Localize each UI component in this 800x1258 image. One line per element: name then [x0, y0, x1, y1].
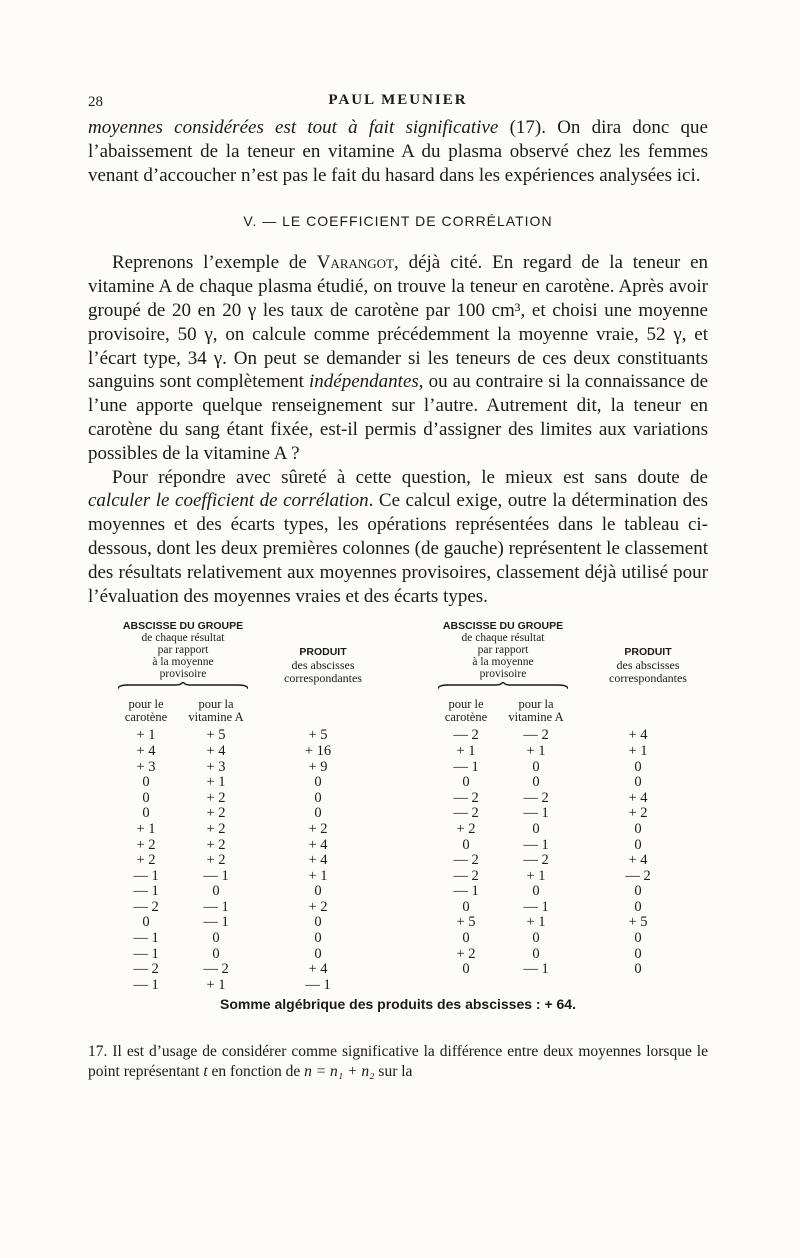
correlation-table: [88, 620, 708, 1020]
right-vitamine-column: [506, 728, 566, 978]
table-cell: 0: [314, 945, 322, 962]
table-cell: — 1: [523, 898, 549, 915]
group-header-line: par rapport: [157, 644, 209, 657]
table-cell: + 2: [308, 898, 328, 915]
sub-label: pour la: [198, 697, 234, 712]
sub-label: pour le: [128, 697, 164, 712]
table-cell: — 1: [133, 883, 159, 900]
table-cell: 0: [314, 774, 322, 791]
p3-b: . Ce calcul exige, outre la détermination des moyennes et des écarts types, les opérations représentées dans le tableau ci-dessous, dont les deux premières colonnes (de gauche) représentent le classement des résultats relativement aux moyennes provisoires, classement déjà utilisé pour l’évaluation des moyennes vraies et des écarts types.: [88, 490, 709, 607]
p2-italic: indépendantes: [309, 371, 419, 393]
table-cell: + 2: [206, 836, 226, 853]
table-cell: 0: [634, 820, 642, 837]
page-number: 28: [88, 94, 103, 110]
group-header-line: à la moyenne: [472, 656, 534, 669]
table-cell: — 1: [203, 914, 229, 931]
table-cell: — 2: [453, 852, 479, 869]
table-cell: + 1: [526, 867, 546, 884]
table-cell: — 2: [523, 727, 549, 744]
group-header-line: provisoire: [479, 668, 527, 681]
table-cell: + 1: [136, 727, 156, 744]
table-cell: + 4: [136, 742, 156, 759]
table-cell: + 9: [308, 758, 328, 775]
table-cell: + 1: [456, 742, 476, 759]
table-cell: 0: [532, 930, 540, 947]
table-cell: — 1: [133, 867, 159, 884]
footnote-text-b: en fonction de: [207, 1063, 305, 1081]
product-header-bold: PRODUIT: [299, 646, 347, 659]
table-cell: — 2: [453, 727, 479, 744]
table-cell: — 1: [453, 883, 479, 900]
table-cell: + 5: [206, 727, 226, 744]
table-cell: — 1: [305, 976, 331, 993]
paragraph-1: [88, 116, 708, 187]
table-cell: + 5: [628, 914, 648, 931]
left-brace: [118, 682, 248, 690]
table-cell: 0: [462, 774, 470, 791]
group-header-bold: ABSCISSE DU GROUPE: [442, 620, 564, 633]
table-cell: + 16: [304, 742, 332, 759]
table-cell: 0: [634, 961, 642, 978]
sub-label: pour la: [518, 697, 554, 712]
table-cell: — 2: [523, 852, 549, 869]
p3-a: Pour répondre avec sûreté à cette question, le mieux est sans doute de: [112, 466, 708, 488]
p2-a: Reprenons l’exemple de: [112, 252, 317, 274]
table-cell: — 2: [203, 961, 229, 978]
p1-rest: . On dira donc que l’abaissement de la teneur en vitamine A du plasma observé chez les femmes venant d’accoucher n’est pas le fait du hasard dans les expériences analysées ici.: [88, 117, 708, 186]
author-name: Varangot: [316, 252, 394, 274]
left-product-header: [268, 646, 378, 685]
p3-italic: calculer le coefficient de corrélation: [88, 490, 369, 512]
product-header-line: correspondantes: [609, 671, 687, 686]
table-cell: — 2: [453, 805, 479, 822]
right-group-header: [428, 620, 578, 680]
table-cell: 0: [532, 883, 540, 900]
table-cell: 0: [314, 789, 322, 806]
table-cell: + 4: [308, 852, 328, 869]
table-cell: + 2: [308, 820, 328, 837]
table-cell: + 1: [206, 774, 226, 791]
sub-label: pour le: [448, 697, 484, 712]
footnote-formula: n = n₁ + n₂: [304, 1063, 375, 1081]
table-cell: + 1: [526, 742, 546, 759]
table-cell: 0: [634, 945, 642, 962]
table-cell: — 2: [133, 961, 159, 978]
table-cell: — 1: [133, 930, 159, 947]
left-produit-column: [288, 728, 348, 993]
table-cell: — 1: [523, 805, 549, 822]
product-header-line: correspondantes: [284, 671, 362, 686]
table-cell: + 4: [308, 836, 328, 853]
left-vitamine-column: [186, 728, 246, 993]
group-header-bold: ABSCISSE DU GROUPE: [122, 620, 244, 633]
table-cell: 0: [462, 898, 470, 915]
table-cell: + 2: [206, 789, 226, 806]
table-cell: 0: [142, 774, 150, 791]
group-header-line: par rapport: [477, 644, 529, 657]
table-cell: 0: [532, 945, 540, 962]
table-cell: 0: [142, 914, 150, 931]
table-cell: 0: [212, 930, 220, 947]
group-header-line: à la moyenne: [152, 656, 214, 669]
table-cell: — 1: [133, 945, 159, 962]
table-cell: 0: [532, 758, 540, 775]
table-cell: + 1: [628, 742, 648, 759]
left-sub-carotene: [116, 698, 176, 724]
table-cell: 0: [634, 898, 642, 915]
footnote: [88, 1042, 708, 1082]
table-cell: + 2: [206, 852, 226, 869]
table-cell: 0: [532, 820, 540, 837]
table-cell: — 2: [453, 789, 479, 806]
left-sub-vitamine: [176, 698, 256, 724]
table-cell: — 1: [453, 758, 479, 775]
right-carotene-column: [436, 728, 496, 978]
table-cell: — 1: [133, 976, 159, 993]
table-cell: + 5: [456, 914, 476, 931]
table-cell: — 2: [453, 867, 479, 884]
table-cell: 0: [634, 836, 642, 853]
sub-label: carotène: [444, 710, 488, 725]
right-brace: [438, 682, 568, 690]
table-cell: + 2: [456, 945, 476, 962]
table-cell: + 2: [136, 852, 156, 869]
footnote-var-t: t: [203, 1063, 208, 1081]
table-cell: + 4: [628, 789, 648, 806]
footnote-text-c: sur la: [374, 1063, 413, 1081]
sub-label: vitamine A: [188, 710, 244, 725]
left-carotene-column: [116, 728, 176, 993]
table-cell: 0: [462, 836, 470, 853]
section-title: V. — LE COEFFICIENT DE CORRÉLATION: [243, 213, 553, 230]
table-cell: + 4: [206, 742, 226, 759]
table-cell: — 1: [523, 961, 549, 978]
table-cell: + 2: [206, 820, 226, 837]
table-cell: 0: [212, 883, 220, 900]
table-cell: 0: [142, 789, 150, 806]
table-cell: 0: [634, 930, 642, 947]
group-header-line: de chaque résultat: [461, 632, 545, 645]
p1-italic: moyennes considérées est tout à fait significative: [88, 117, 499, 138]
table-cell: 0: [314, 930, 322, 947]
table-cell: 0: [634, 883, 642, 900]
p2-b: , déjà cité. En regard de la teneur en vitamine A de chaque plasma étudié, on trouve la teneur en carotène. Après avoir groupé de 20 en 20 γ les taux de carotène par 100 cm³, et choisi une moyenne provisoire, 50 γ, on calcule comme précédemment la moyenne vraie, 52 γ, et l’écart type, 34 γ. On peut se demander si les teneurs de ces deux constituants sanguins sont complètement: [88, 252, 709, 393]
paragraph-2: [88, 251, 708, 465]
paragraph-3: [88, 466, 708, 609]
table-cell: 0: [634, 758, 642, 775]
table-cell: + 4: [628, 852, 648, 869]
table-cell: 0: [142, 805, 150, 822]
group-header-line: provisoire: [159, 668, 207, 681]
running-title: PAUL MEUNIER: [328, 92, 468, 108]
product-header-line: des abscisses: [291, 658, 355, 673]
table-cell: + 4: [308, 961, 328, 978]
table-cell: — 1: [523, 836, 549, 853]
table-cell: — 2: [523, 789, 549, 806]
table-cell: 0: [462, 961, 470, 978]
sub-label: vitamine A: [508, 710, 564, 725]
table-cell: — 1: [203, 898, 229, 915]
sub-label: carotène: [124, 710, 168, 725]
table-cell: + 2: [136, 836, 156, 853]
table-cell: 0: [212, 945, 220, 962]
right-sub-carotene: [436, 698, 496, 724]
table-cell: + 3: [136, 758, 156, 775]
table-cell: 0: [314, 805, 322, 822]
table-cell: — 1: [203, 867, 229, 884]
table-cell: + 5: [308, 727, 328, 744]
table-cell: + 4: [628, 727, 648, 744]
table-cell: + 3: [206, 758, 226, 775]
somme-line: Somme algébrique des produits des abscisses : + 64.: [220, 996, 576, 1013]
footnote-ref: (17): [509, 117, 542, 138]
table-cell: 0: [532, 774, 540, 791]
page: [88, 90, 708, 1098]
p2-c: , ou au contraire si la connaissance de l’une apporte quelque renseignement sur l’autre. Autrement dit, la teneur en carotène du sang étant fixée, est-il permis d’assigner des limites aux variations possibles de la vitamine A ?: [88, 371, 708, 464]
right-sub-vitamine: [496, 698, 576, 724]
group-header-line: de chaque résultat: [141, 632, 225, 645]
table-cell: — 2: [133, 898, 159, 915]
product-header-line: des abscisses: [616, 658, 680, 673]
table-cell: + 2: [206, 805, 226, 822]
table-cell: + 1: [136, 820, 156, 837]
page-header: [88, 90, 708, 116]
right-produit-column: [608, 728, 668, 978]
table-cell: 0: [314, 883, 322, 900]
right-product-header: [588, 646, 708, 685]
footnote-text-a: 17. Il est d’usage de considérer comme significative la différence entre deux moyennes lorsque le point représentant: [88, 1043, 708, 1081]
table-cell: 0: [314, 914, 322, 931]
table-cell: — 2: [625, 867, 651, 884]
table-cell: + 1: [206, 976, 226, 993]
table-cell: + 1: [526, 914, 546, 931]
table-cell: + 2: [628, 805, 648, 822]
product-header-bold: PRODUIT: [624, 646, 672, 659]
table-cell: 0: [462, 930, 470, 947]
left-group-header: [108, 620, 258, 680]
table-cell: 0: [634, 774, 642, 791]
table-cell: + 2: [456, 820, 476, 837]
table-cell: + 1: [308, 867, 328, 884]
